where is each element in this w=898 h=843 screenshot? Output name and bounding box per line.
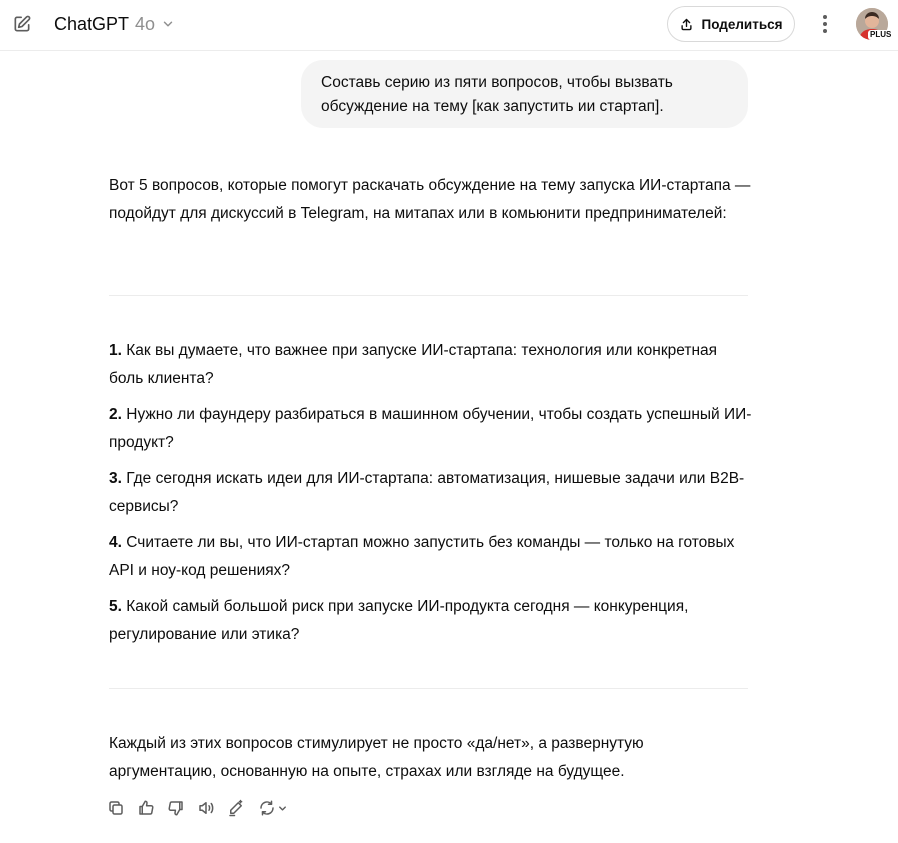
list-item — [109, 529, 754, 585]
plan-badge: PLUS — [870, 30, 892, 39]
question-number: 5. — [109, 598, 122, 615]
share-icon — [679, 17, 694, 32]
new-chat-button[interactable] — [8, 10, 36, 38]
question-number: 4. — [109, 534, 122, 551]
share-label: Поделиться — [701, 16, 783, 32]
divider — [109, 295, 748, 296]
question-text: Как вы думаете, что важнее при запуске ИИ-стартапа: технология или конкретная боль клиента? — [109, 342, 718, 387]
questions-list — [109, 337, 754, 657]
edit-canvas-icon — [227, 799, 245, 817]
read-aloud-button[interactable] — [195, 797, 217, 819]
list-item — [109, 465, 754, 521]
copy-button[interactable] — [105, 797, 127, 819]
list-item — [109, 337, 754, 393]
edit-icon — [12, 14, 32, 34]
read-aloud-icon — [197, 799, 215, 817]
thumbs-down-icon — [167, 799, 185, 817]
thumbs-up-button[interactable] — [135, 797, 157, 819]
chevron-down-icon — [161, 17, 175, 31]
more-vertical-icon — [822, 14, 828, 34]
question-text: Какой самый большой риск при запуске ИИ-продукта сегодня — конкуренция, регулирование или этика? — [109, 598, 689, 643]
question-number: 1. — [109, 342, 122, 359]
model-selector[interactable] — [46, 9, 183, 39]
assistant-intro: Вот 5 вопросов, которые помогут раскачать обсуждение на тему запуска ИИ-стартапа — подойдут для дискуссий в Telegram, на митапах или в комьюнити предпринимателей: — [109, 177, 751, 222]
copy-icon — [107, 799, 125, 817]
assistant-outro: Каждый из этих вопросов стимулирует не просто «да/нет», а развернутую аргументацию, основанную на опыте, страхах или взгляде на будущее. — [109, 735, 644, 780]
model-name: ChatGPT — [54, 13, 130, 34]
user-avatar-button[interactable] — [856, 8, 890, 42]
share-button[interactable] — [667, 6, 795, 42]
list-item — [109, 401, 754, 457]
edit-canvas-button[interactable] — [225, 797, 247, 819]
chevron-down-icon — [277, 803, 288, 814]
question-number: 2. — [109, 406, 122, 423]
question-text: Где сегодня искать идеи для ИИ-стартапа: автоматизация, нишевые задачи или B2B-сервисы? — [109, 470, 745, 515]
regenerate-icon — [258, 799, 276, 817]
regenerate-button[interactable] — [255, 797, 291, 819]
model-version: 4o — [135, 13, 156, 34]
question-text: Нужно ли фаундеру разбираться в машинном обучении, чтобы создать успешный ИИ-продукт? — [109, 406, 752, 451]
user-message: Составь серию из пяти вопросов, чтобы вызвать обсуждение на тему [как запустить ии стартап]. — [301, 60, 748, 128]
question-number: 3. — [109, 470, 122, 487]
divider — [109, 688, 748, 689]
question-text: Считаете ли вы, что ИИ-стартап можно запустить без команды — только на готовых API и ноу-код решениях? — [109, 534, 735, 579]
message-actions — [105, 796, 291, 820]
list-item — [109, 593, 754, 649]
thumbs-down-button[interactable] — [165, 797, 187, 819]
more-options-button[interactable] — [812, 10, 838, 38]
top-bar — [0, 0, 898, 51]
thumbs-up-icon — [137, 799, 155, 817]
